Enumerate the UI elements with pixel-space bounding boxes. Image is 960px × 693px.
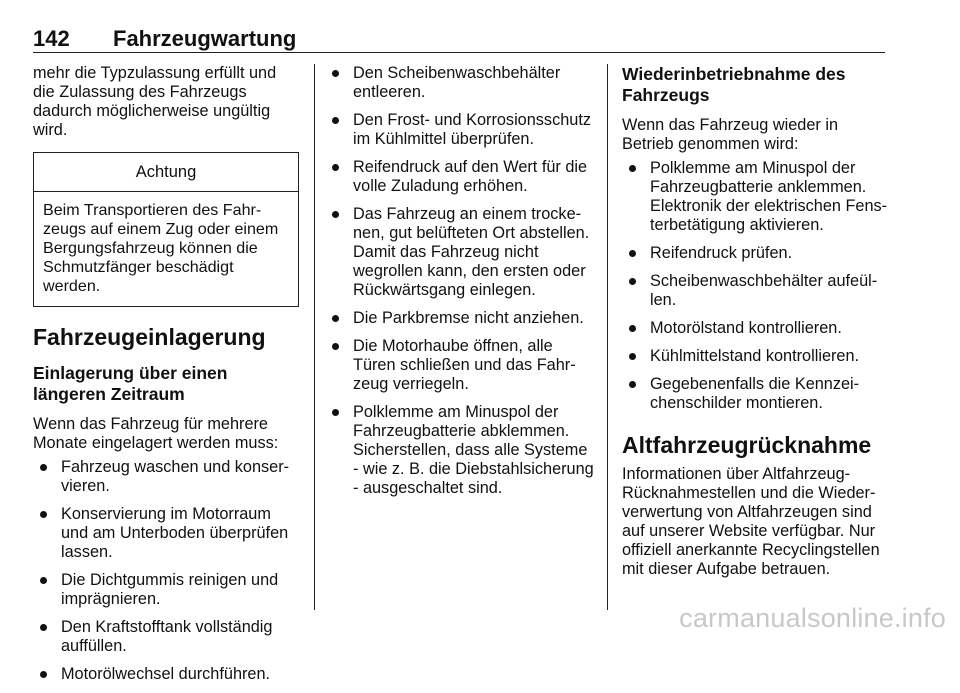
bullet-icon — [629, 353, 636, 360]
list-item: Fahrzeug waschen und konser-vieren. — [33, 458, 301, 496]
bullet-icon — [629, 250, 636, 257]
list-item: Die Parkbremse nicht anziehen. — [328, 309, 594, 328]
list-item: Scheibenwaschbehälter aufeül-len. — [622, 272, 892, 310]
recommission-list — [622, 159, 892, 413]
intro-paragraph: mehr die Typzulassung erfüllt und die Zulassung des Fahrzeugs dadurch möglicherweise ungültig wird. — [33, 64, 277, 139]
column-divider — [607, 64, 608, 610]
page-header — [33, 26, 885, 53]
list-item: Motorölstand kontrollieren. — [622, 319, 892, 338]
bullet-icon — [629, 278, 636, 285]
bullet-icon — [40, 671, 47, 678]
warning-title: Achtung — [34, 153, 298, 192]
bullet-icon — [332, 315, 339, 322]
list-item: Die Dichtgummis reinigen und imprägnieren. — [33, 571, 301, 609]
list-item: Den Frost- und Korrosionsschutz im Kühlmittel überprüfen. — [328, 111, 594, 149]
bullet-icon — [629, 325, 636, 332]
list-item: Reifendruck prüfen. — [622, 244, 892, 263]
list-item: Polklemme am Minuspol der Fahrzeugbatterie abklemmen. Sicherstellen, dass alle Systeme - wie z. B. die Diebstahlsicherung - ausgeschaltet sind. — [328, 403, 594, 498]
list-item: Motorölwechsel durchführen. — [33, 665, 301, 684]
storage-list-continued — [328, 64, 594, 498]
list-item: Den Kraftstofftank vollständig auffüllen. — [33, 618, 301, 656]
storage-list — [33, 458, 301, 684]
bullet-icon — [332, 343, 339, 350]
warning-box — [33, 152, 299, 307]
end-of-life-text: Informationen über Altfahrzeug-Rücknahmestellen und die Wieder-verwertung von Altfahrzeugen sind auf unserer Website verfügbar. Nur offiziell anerkannte Recyclingstellen mit dieser Aufgabe betrauen. — [622, 465, 880, 578]
warning-text: Beim Transportieren des Fahr-zeugs auf einem Zug oder einem Bergungsfahrzeug können die Schmutzfänger beschädigt werden. — [43, 201, 279, 295]
recommission-lead: Wenn das Fahrzeug wieder in Betrieb genommen wird: — [622, 116, 838, 153]
list-item: Die Motorhaube öffnen, alle Türen schließen und das Fahr-zeug verriegeln. — [328, 337, 594, 394]
list-item: Reifendruck auf den Wert für die volle Zuladung erhöhen. — [328, 158, 594, 196]
section-title: Fahrzeugwartung — [113, 26, 297, 51]
column-2 — [328, 64, 594, 507]
bullet-icon — [332, 211, 339, 218]
bullet-icon — [40, 624, 47, 631]
column-divider — [314, 64, 315, 610]
bullet-icon — [629, 381, 636, 388]
end-of-life-heading: Altfahrzeugrücknahme — [622, 432, 872, 458]
bullet-icon — [332, 117, 339, 124]
list-item: Gegebenenfalls die Kennzei-chenschilder montieren. — [622, 375, 892, 413]
list-item: Konservierung im Motorraum und am Unterboden überprüfen lassen. — [33, 505, 301, 562]
bullet-icon — [40, 511, 47, 518]
list-item: Polklemme am Minuspol der Fahrzeugbatterie anklemmen. Elektronik der elektrischen Fens-terbetätigung aktivieren. — [622, 159, 892, 235]
recommission-heading: Wiederinbetriebnahme des Fahrzeugs — [622, 64, 846, 105]
list-item: Das Fahrzeug an einem trocke-nen, gut belüfteten Ort abstellen. Damit das Fahrzeug nicht wegrollen kann, den ersten oder Rückwärtsgang einlegen. — [328, 205, 594, 300]
column-3 — [622, 64, 892, 579]
list-item: Kühlmittelstand kontrollieren. — [622, 347, 892, 366]
storage-heading: Fahrzeugeinlagerung — [33, 324, 266, 350]
bullet-icon — [332, 409, 339, 416]
watermark: carmanualsonline.info — [679, 603, 946, 633]
bullet-icon — [40, 464, 47, 471]
storage-subheading: Einlagerung über einen längeren Zeitraum — [33, 363, 228, 404]
column-1 — [33, 64, 301, 693]
page-number: 142 — [33, 26, 70, 51]
bullet-icon — [332, 70, 339, 77]
storage-lead: Wenn das Fahrzeug für mehrere Monate eingelagert werden muss: — [33, 415, 279, 452]
bullet-icon — [40, 577, 47, 584]
list-item: Den Scheibenwaschbehälter entleeren. — [328, 64, 594, 102]
bullet-icon — [629, 165, 636, 172]
bullet-icon — [332, 164, 339, 171]
